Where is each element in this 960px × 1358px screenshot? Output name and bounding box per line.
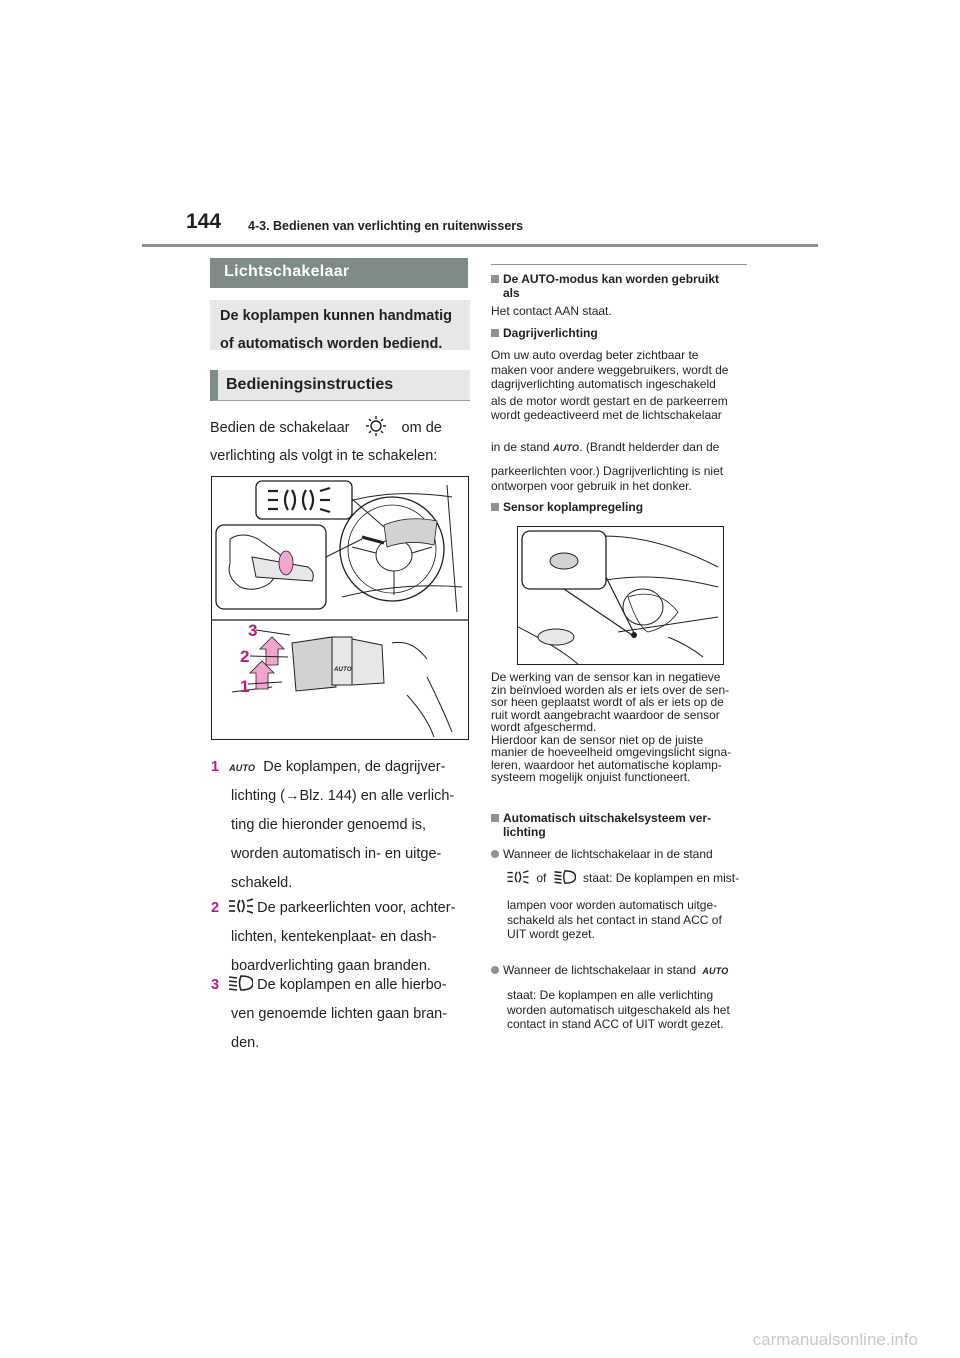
drl-line-5: wordt gedeactiveerd met de lichtschakelaar	[491, 408, 722, 422]
item-3-number: 3	[211, 977, 220, 993]
auto-icon: AUTO	[702, 966, 729, 976]
item-2-line-1: De parkeerlichten voor, achter-	[257, 900, 456, 916]
item-3	[211, 971, 471, 1000]
headlight-icon	[554, 870, 576, 884]
auto-mode-title-line-2: als	[503, 286, 520, 300]
instruction-text	[210, 414, 470, 443]
sensor-line-8: leren, waardoor het automatische koplamp-	[491, 757, 722, 772]
sensor-title-text: Sensor koplampregeling	[503, 500, 644, 514]
round-bullet	[491, 966, 499, 974]
square-bullet	[491, 814, 499, 822]
chapter-title: 4-3. Bedienen van verlichting en ruitenwissers	[248, 219, 524, 233]
item-1	[211, 753, 471, 783]
drl-title-text: Dagrijverlichting	[503, 326, 598, 340]
square-bullet	[491, 329, 499, 337]
item-2-line-3: boardverlichting gaan branden.	[231, 958, 431, 974]
figure-label-3: 3	[248, 621, 258, 640]
header-rule	[142, 244, 818, 247]
item-3-cont	[231, 1000, 481, 1058]
bullet-2-line-1: staat: De koplampen en alle verlichting	[507, 988, 714, 1002]
instruction-part2: om de	[401, 420, 442, 436]
drl-stand	[491, 440, 753, 456]
sensor-drawing	[518, 527, 723, 664]
instruction-part1: Bedien de schakelaar	[210, 420, 350, 436]
bullet-2-first: Wanneer de lichtschakelaar in stand	[503, 963, 696, 977]
sensor-line-3: sor heen geplaatst wordt of als er iets op de	[491, 695, 724, 709]
item-2-number: 2	[211, 900, 220, 916]
bullet-2-line-3: contact in stand ACC of UIT wordt gezet.	[507, 1017, 724, 1031]
bullet-1-first: Wanneer de lichtschakelaar in de stand	[503, 847, 713, 861]
bullet-1-of: of	[536, 871, 547, 885]
drl-stand-prefix: in de stand	[491, 440, 550, 454]
item-1-line-2: lichting (→Blz. 144) en alle verlich-	[231, 788, 455, 804]
item-1-line-4: worden automatisch in- en uitge-	[231, 846, 442, 862]
autooff-title	[491, 811, 753, 839]
figure-label-2: 2	[240, 647, 250, 666]
item-3-line-1: De koplampen en alle hierbo-	[257, 977, 447, 993]
parking-light-icon	[229, 896, 253, 912]
drl-title	[491, 326, 598, 340]
drl-body-2	[491, 464, 753, 493]
sensor-line-7: manier de hoeveelheid omgevingslicht signa-	[491, 745, 732, 759]
drl-body	[491, 348, 753, 423]
sensor-title	[491, 500, 643, 514]
section-title: Lichtschakelaar	[210, 258, 468, 288]
bullet-1-line-2: schakeld als het contact in stand ACC of	[507, 912, 722, 927]
drl-line-1: Om uw auto overdag beter zichtbaar te	[491, 348, 699, 362]
figure-label-1: 1	[240, 677, 250, 696]
subsection-title: Bedieningsinstructies	[210, 370, 470, 401]
bullet-2-body	[507, 988, 757, 1032]
bullet-1-rest: staat: De koplampen en mist-	[583, 871, 740, 885]
sensor-line-6: Hierdoor kan de sensor niet op de juiste	[491, 732, 704, 747]
intro-box: De koplampen kunnen handmatig of automatisch worden bediend.	[210, 300, 470, 350]
sensor-line-2: zin beïnvloed worden als er iets over de sen-	[491, 682, 730, 697]
drl-line-2: maken voor andere weggebruikers, wordt de	[491, 362, 729, 377]
sensor-line-1: De werking van de sensor kan in negatieve	[491, 670, 721, 684]
bullet-2	[491, 963, 753, 979]
square-bullet	[491, 275, 499, 283]
auto-mode-text: Het contact AAN staat.	[491, 304, 612, 318]
bullet-1	[491, 847, 753, 862]
sensor-illustration	[517, 526, 724, 665]
drl-line-4: als de motor wordt gestart en de parkeerrem	[491, 393, 728, 408]
item-1-line-5: schakeld.	[231, 875, 293, 891]
drl-line-7: ontworpen voor gebruik in het donker.	[491, 478, 692, 493]
steering-switch-drawing	[212, 477, 468, 739]
sensor-body	[491, 671, 753, 784]
parking-light-icon	[507, 870, 529, 884]
autooff-title-line-1: Automatisch uitschakelsysteem ver-	[503, 811, 712, 825]
headlight-icon	[229, 973, 253, 989]
item-2-line-2: lichten, kentekenplaat- en dash-	[231, 929, 437, 945]
sensor-line-5: wordt afgeschermd.	[491, 720, 597, 734]
item-3-line-3: den.	[231, 1035, 260, 1051]
sensor-line-9: systeem mogelijk onjuist functioneert.	[491, 770, 691, 784]
item-2	[211, 894, 471, 923]
bullet-1-line-3: UIT wordt gezet.	[507, 927, 595, 941]
watermark: carmanualsonline.info	[752, 1330, 918, 1349]
switch-auto-label: AUTO	[334, 667, 352, 673]
item-1-cont	[231, 782, 481, 898]
headlight-switch-icon	[354, 416, 398, 436]
sensor-line-4: ruit wordt aangebracht waardoor de sensor	[491, 707, 720, 722]
drl-line-3: dagrijverlichting automatisch ingeschakeld	[491, 377, 716, 391]
switch-illustration	[211, 476, 469, 740]
bullet-1-body	[507, 898, 757, 942]
item-1-line-1: De koplampen, de dagrijver-	[263, 759, 446, 775]
round-bullet	[491, 850, 499, 858]
auto-icon: AUTO	[229, 763, 256, 773]
right-rule	[491, 264, 747, 265]
bullet-1-line-1: lampen voor worden automatisch uitge-	[507, 898, 718, 912]
drl-stand-suffix: . (Brandt helderder dan de	[579, 440, 720, 454]
item-1-line-3: ting die hieronder genoemd is,	[231, 817, 427, 833]
bullet-1-icons	[507, 870, 757, 886]
drl-line-6: parkeerlichten voor.) Dagrijverlichting is niet	[491, 464, 724, 478]
item-3-line-2: ven genoemde lichten gaan bran-	[231, 1006, 448, 1022]
autooff-title-line-2: lichting	[503, 825, 546, 839]
item-1-number: 1	[211, 759, 220, 775]
auto-icon: AUTO	[553, 443, 580, 453]
bullet-2-line-2: worden automatisch uitgeschakeld als het	[507, 1002, 730, 1017]
square-bullet	[491, 503, 499, 511]
instruction-line2: verlichting als volgt in te schakelen:	[210, 448, 438, 464]
page-number: 144	[186, 210, 222, 233]
auto-mode-title-line-1: De AUTO-modus kan worden gebruikt	[503, 272, 720, 286]
auto-mode-title	[491, 272, 751, 300]
